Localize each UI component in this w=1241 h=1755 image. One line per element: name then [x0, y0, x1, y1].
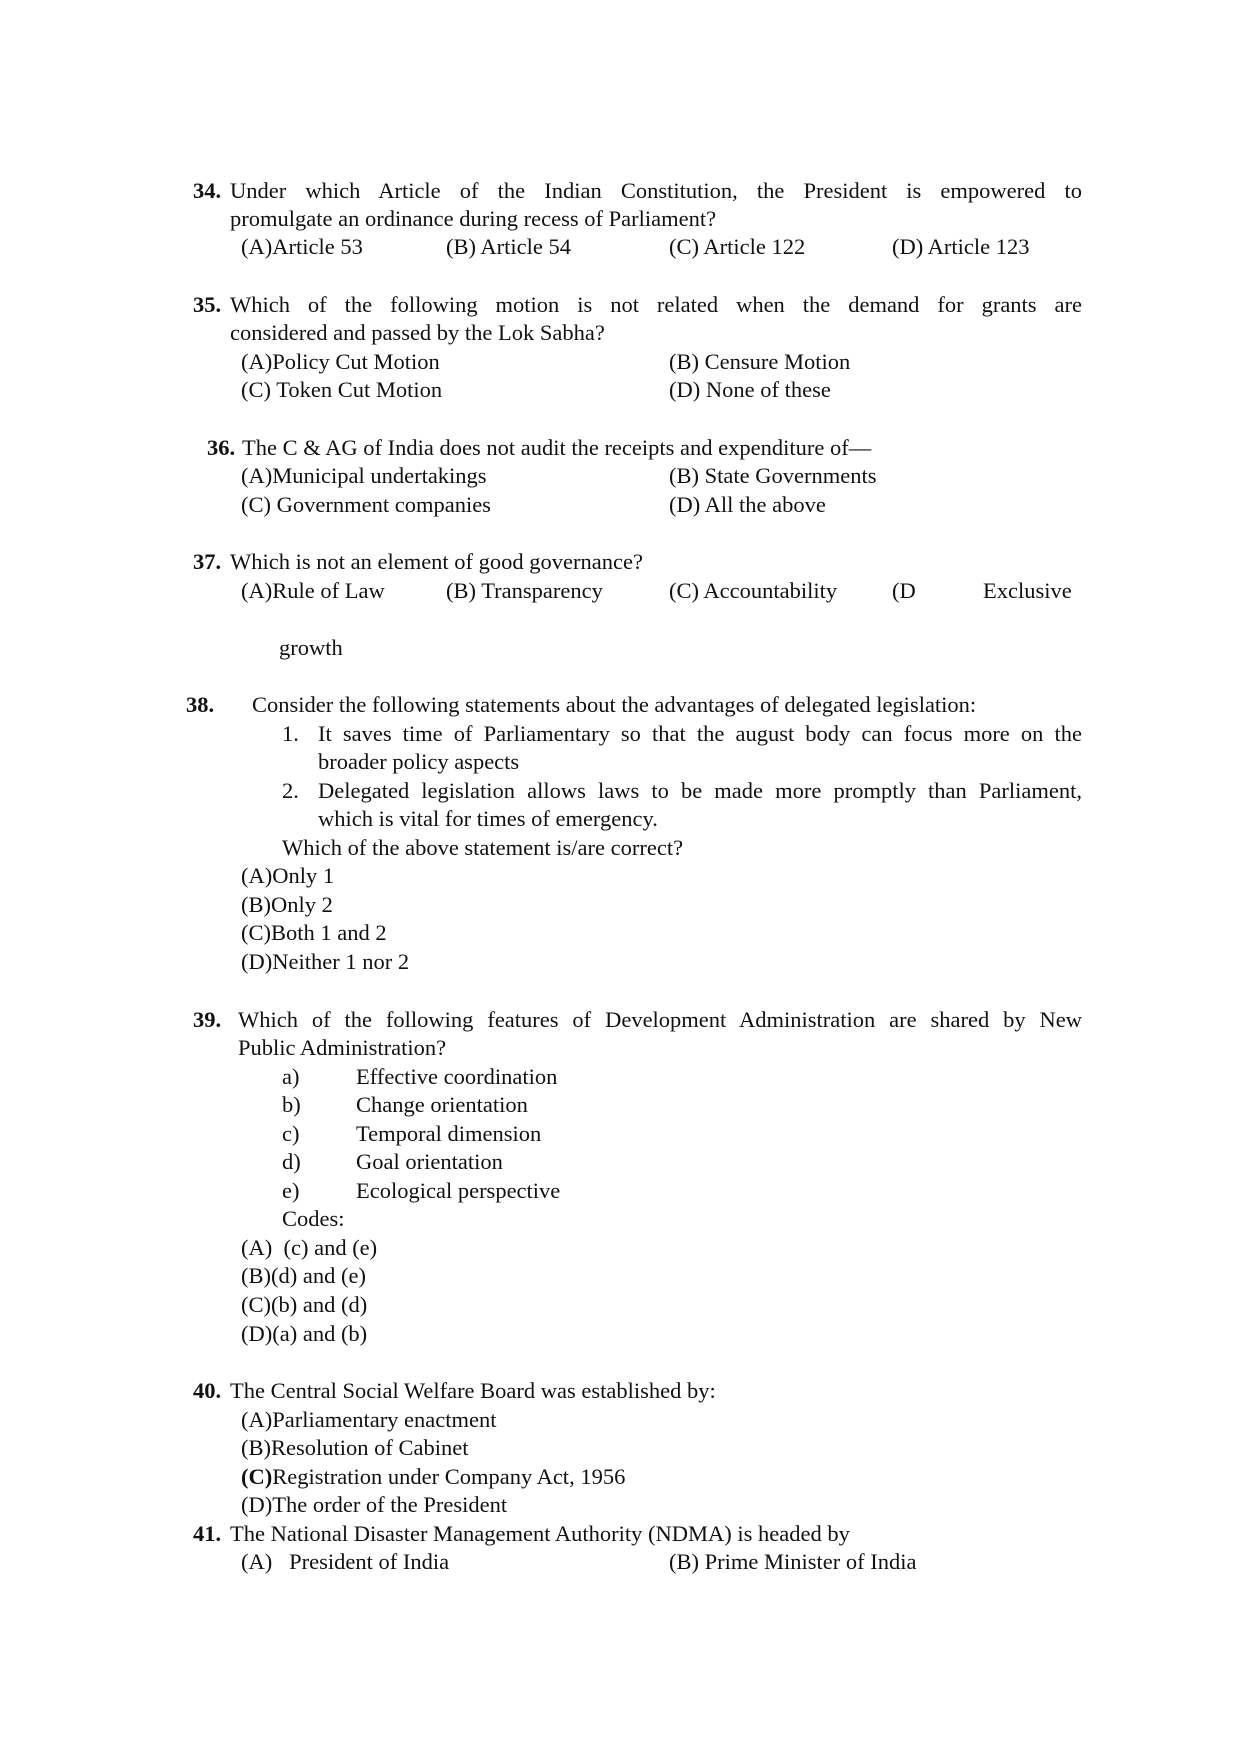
option-d: (D)Neither 1 nor 2 [241, 949, 410, 974]
option-d: Exclusive [983, 578, 1072, 603]
question-text: promulgate an ordinance during recess of Parliament? [230, 206, 717, 231]
option-c: (C)(b) and (d) [241, 1292, 368, 1317]
statement-number: 1. [282, 721, 299, 746]
option-b: (B) Prime Minister of India [669, 1549, 917, 1574]
option-d: (D) None of these [669, 377, 831, 402]
question-text: The National Disaster Management Authority (NDMA) is headed by [230, 1521, 850, 1546]
option-c: (C) Article 122 [669, 234, 806, 259]
option-c: (C) Accountability [669, 578, 838, 603]
option-a: (A)Only 1 [241, 863, 335, 888]
option-b: (B) Article 54 [446, 234, 571, 259]
question-text: The C & AG of India does not audit the receipts and expenditure of— [242, 435, 872, 460]
question-number: 38. [186, 692, 215, 717]
option-a: (A)Parliamentary enactment [241, 1407, 497, 1432]
option-a: (A)Policy Cut Motion [241, 349, 440, 374]
question-text: Public Administration? [238, 1035, 447, 1060]
codes-label: Codes: [282, 1206, 345, 1231]
item-letter: a) [282, 1064, 300, 1089]
statement-text: Delegated legislation allows laws to be made more promptly than Parliament, [318, 778, 1082, 803]
question-text: Which is not an element of good governance? [230, 549, 643, 574]
question-number: 41. [193, 1521, 222, 1546]
option-a: (A)Article 53 [241, 234, 363, 259]
option-d-continuation: growth [279, 635, 343, 660]
option-a: (A) President of India [241, 1549, 450, 1574]
question-text: Consider the following statements about the advantages of delegated legislation: [252, 692, 977, 717]
option-b: (B)Only 2 [241, 892, 333, 917]
option-c: (C) Government companies [241, 492, 491, 517]
statement-text: which is vital for times of emergency. [318, 806, 658, 831]
option-a: (A)Municipal undertakings [241, 463, 487, 488]
option-d: (D) Article 123 [892, 234, 1030, 259]
item-text: Ecological perspective [356, 1178, 561, 1203]
question-text: The Central Social Welfare Board was established by: [230, 1378, 716, 1403]
statement-text: broader policy aspects [318, 749, 520, 774]
item-text: Temporal dimension [356, 1121, 542, 1146]
item-text: Effective coordination [356, 1064, 558, 1089]
option-a: (A) (c) and (e) [241, 1235, 378, 1260]
option-b: (B) State Governments [669, 463, 877, 488]
item-letter: d) [282, 1149, 301, 1174]
option-a: (A)Rule of Law [241, 578, 385, 603]
option-c: (C)Both 1 and 2 [241, 920, 387, 945]
question-number: 37. [193, 549, 222, 574]
item-letter: e) [282, 1178, 300, 1203]
question-number: 35. [193, 292, 222, 317]
statement-text: It saves time of Parliamentary so that the august body can focus more on the [318, 721, 1082, 746]
option-b: (B)(d) and (e) [241, 1263, 366, 1288]
item-text: Goal orientation [356, 1149, 503, 1174]
statement-number: 2. [282, 778, 299, 803]
question-text: Under which Article of the Indian Constitution, the President is empowered to [230, 178, 1082, 203]
option-c: (C) Token Cut Motion [241, 377, 443, 402]
item-letter: b) [282, 1092, 301, 1117]
option-b: (B)Resolution of Cabinet [241, 1435, 469, 1460]
option-d: (D) All the above [669, 492, 826, 517]
item-text: Change orientation [356, 1092, 528, 1117]
question-prompt: Which of the above statement is/are correct? [282, 835, 684, 860]
option-d: (D)The order of the President [241, 1492, 508, 1517]
option-b: (B) Censure Motion [669, 349, 851, 374]
question-text: considered and passed by the Lok Sabha? [230, 320, 605, 345]
question-number: 40. [193, 1378, 222, 1403]
option-d: (D)(a) and (b) [241, 1321, 368, 1346]
option-c: (C)Registration under Company Act, 1956 [241, 1464, 626, 1489]
question-number: 36. [207, 435, 236, 460]
option-d-label: (D [892, 578, 916, 603]
question-number: 39. [193, 1007, 222, 1032]
item-letter: c) [282, 1121, 300, 1146]
option-b: (B) Transparency [446, 578, 603, 603]
question-text: Which of the following features of Development Administration are shared by New [238, 1007, 1082, 1032]
question-number: 34. [193, 178, 222, 203]
question-text: Which of the following motion is not related when the demand for grants are [230, 292, 1082, 317]
